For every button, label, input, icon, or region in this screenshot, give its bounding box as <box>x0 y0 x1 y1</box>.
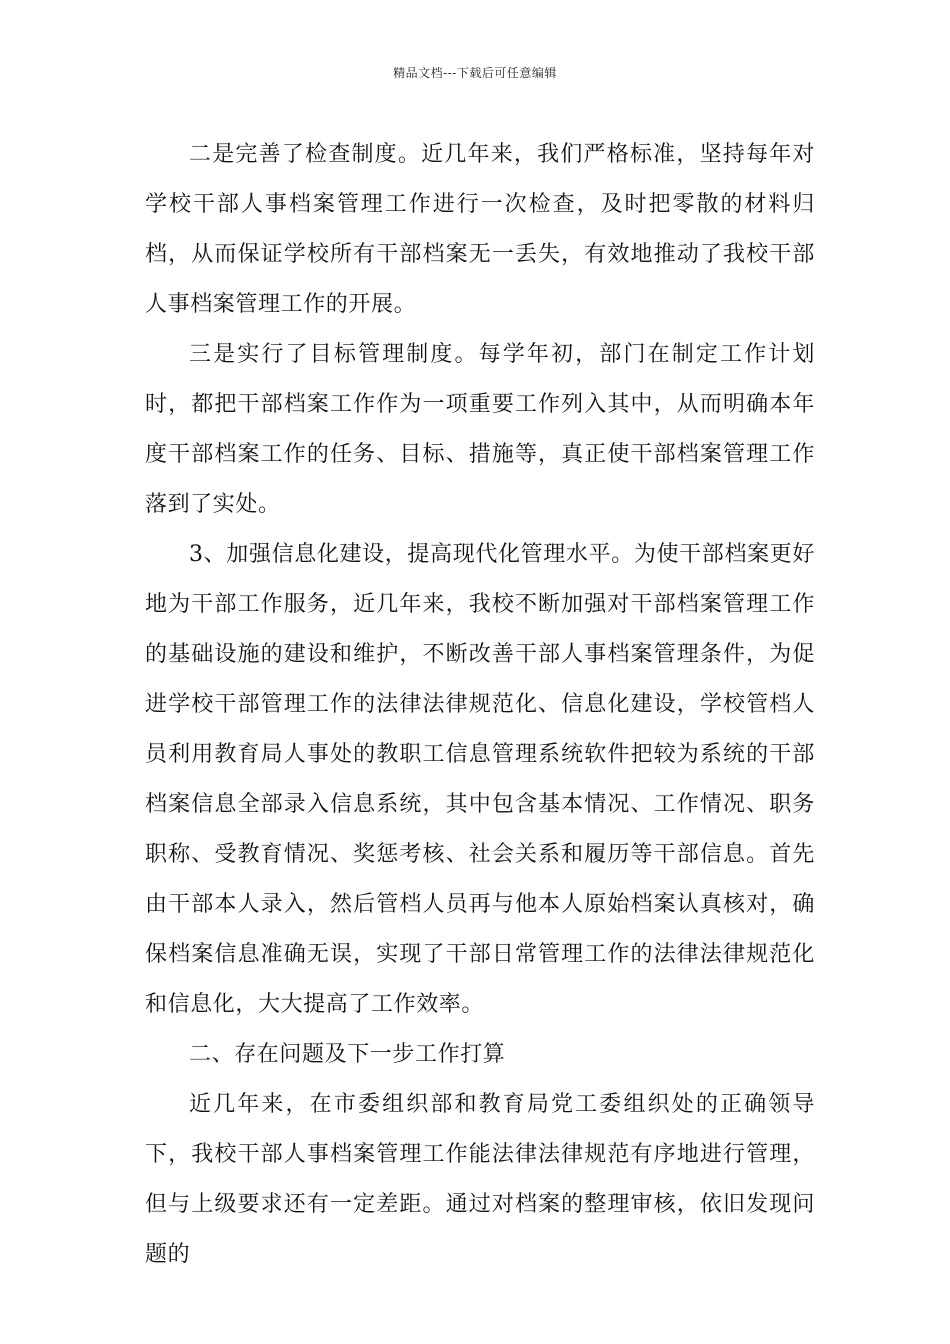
document-body <box>145 130 815 1280</box>
paragraph-target-management: 三是实行了目标管理制度。每学年初，部门在制定工作计划时，都把干部档案工作作为一项重要工作列入其中，从而明确本年度干部档案工作的任务、目标、措施等，真正使干部档案管理工作落到了实处。 <box>145 342 815 517</box>
paragraph-inspection-system: 二是完善了检查制度。近几年来，我们严格标准，坚持每年对学校干部人事档案管理工作进行一次检查，及时把零散的材料归档，从而保证学校所有干部档案无一丢失，有效地推动了我校干部人事档案管理工作的开展。 <box>145 142 815 317</box>
section-heading-problems: 二、存在问题及下一步工作打算 <box>189 1042 506 1067</box>
paragraph-recent-years: 近几年来，在市委组织部和教育局党工委组织处的正确领导下，我校干部人事档案管理工作能法律法律规范有序地进行管理，但与上级要求还有一定差距。通过对档案的整理审核，依旧发现问题的 <box>145 1092 815 1267</box>
page-header: 精品文档---下载后可任意编辑 <box>393 66 557 80</box>
paragraph-informatization: 3、加强信息化建设，提高现代化管理水平。为使干部档案更好地为干部工作服务，近几年来，我校不断加强对干部档案管理工作的基础设施的建设和维护，不断改善干部人事档案管理条件，为促进学校干部管理工作的法律法律规范化、信息化建设，学校管档人员利用教育局人事处的教职工信息管理系统软件把较为系统的干部档案信息全部录入信息系统，其中包含基本情况、工作情况、职务职称、受教育情况、奖惩考核、社会关系和履历等干部信息。首先由干部本人录入，然后管档人员再与他本人原始档案认真核对，确保档案信息准确无误，实现了干部日常管理工作的法律法律规范化和信息化，大大提高了工作效率。 <box>145 542 815 1017</box>
